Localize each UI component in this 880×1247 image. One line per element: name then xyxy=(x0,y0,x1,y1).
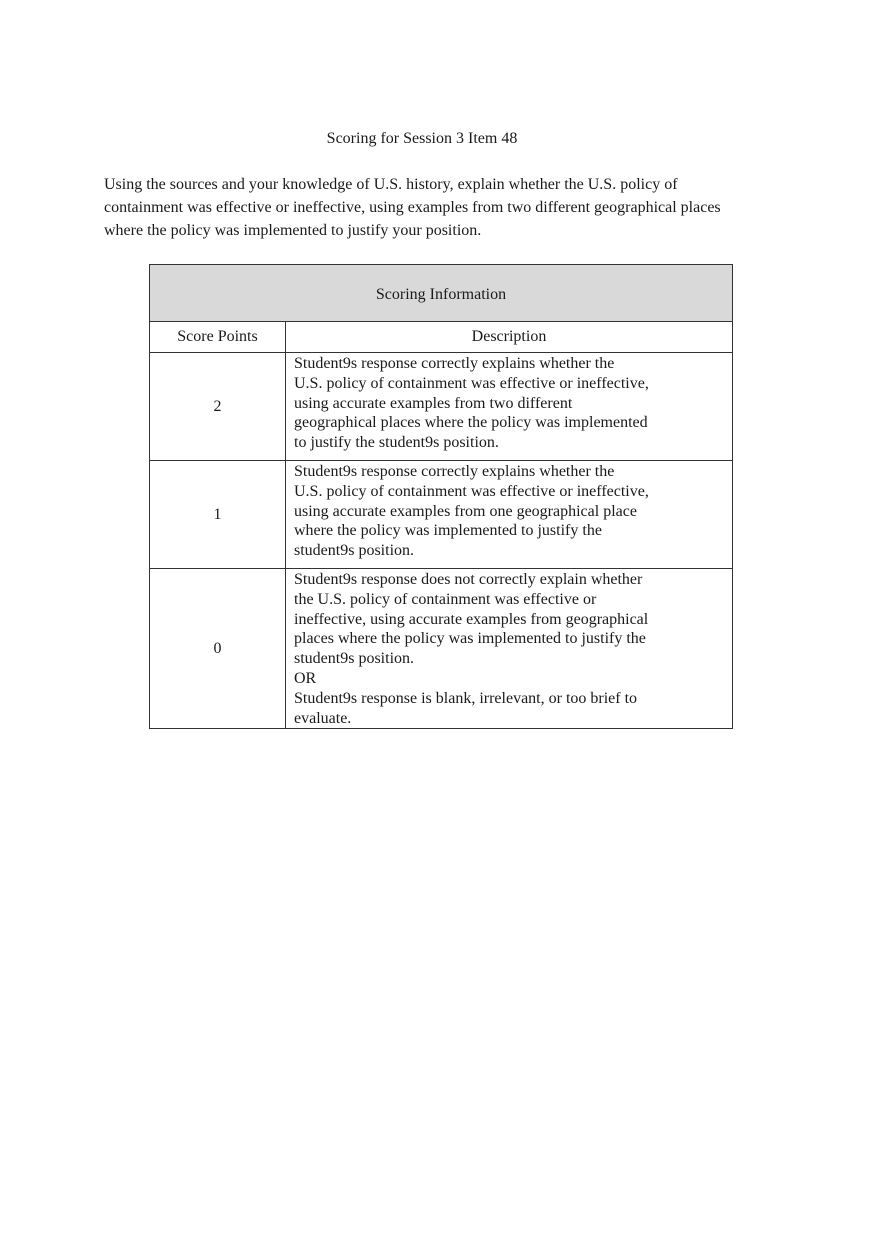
description-line: Student9s response correctly explains whether the xyxy=(294,463,615,480)
description-line: student9s position. xyxy=(294,542,415,560)
description-line: Student9s response correctly explains whether the xyxy=(294,355,615,372)
description-line: places where the policy was implemented to justify the xyxy=(294,630,646,648)
table-row xyxy=(150,569,733,729)
column-header-description: Description xyxy=(286,322,733,353)
table-row xyxy=(150,353,733,461)
score-cell: 2 xyxy=(150,353,286,461)
score-cell: 1 xyxy=(150,461,286,569)
table-header: Scoring Information xyxy=(150,265,733,322)
description-line: student9s position. xyxy=(294,650,415,668)
scoring-table xyxy=(149,264,733,729)
table-title-row xyxy=(150,265,733,322)
description-line: where the policy was implemented to justify the xyxy=(294,522,602,540)
description-line: Student9s response does not correctly explain whether xyxy=(294,571,643,588)
description-line: using accurate examples from one geographical place xyxy=(294,502,637,520)
description-cell xyxy=(286,353,733,461)
item-prompt: Using the sources and your knowledge of U.S. history, explain whether the U.S. policy of containment was effective or ineffective, using examples from two different geographical places where the policy was implemented to justify your position. xyxy=(104,176,721,239)
column-header-score-points: Score Points xyxy=(150,322,286,353)
description-line: Student9s response is blank, irrelevant, or too brief to xyxy=(294,689,638,707)
page-title: Scoring for Session 3 Item 48 xyxy=(326,130,518,147)
column-header-row xyxy=(150,322,733,353)
description-cell xyxy=(286,569,733,729)
description-line: OR xyxy=(294,669,317,687)
description-line: ineffective, using accurate examples from geographical xyxy=(294,610,649,628)
description-line: geographical places where the policy was implemented xyxy=(294,414,648,432)
description-line: U.S. policy of containment was effective or ineffective, xyxy=(294,482,649,500)
description-line: the U.S. policy of containment was effective or xyxy=(294,590,597,608)
description-line: evaluate. xyxy=(294,709,352,727)
description-line: U.S. policy of containment was effective or ineffective, xyxy=(294,374,649,392)
score-cell: 0 xyxy=(150,569,286,729)
description-line: to justify the student9s position. xyxy=(294,434,499,452)
table-row xyxy=(150,461,733,569)
description-line: using accurate examples from two different xyxy=(294,394,573,412)
description-cell xyxy=(286,461,733,569)
